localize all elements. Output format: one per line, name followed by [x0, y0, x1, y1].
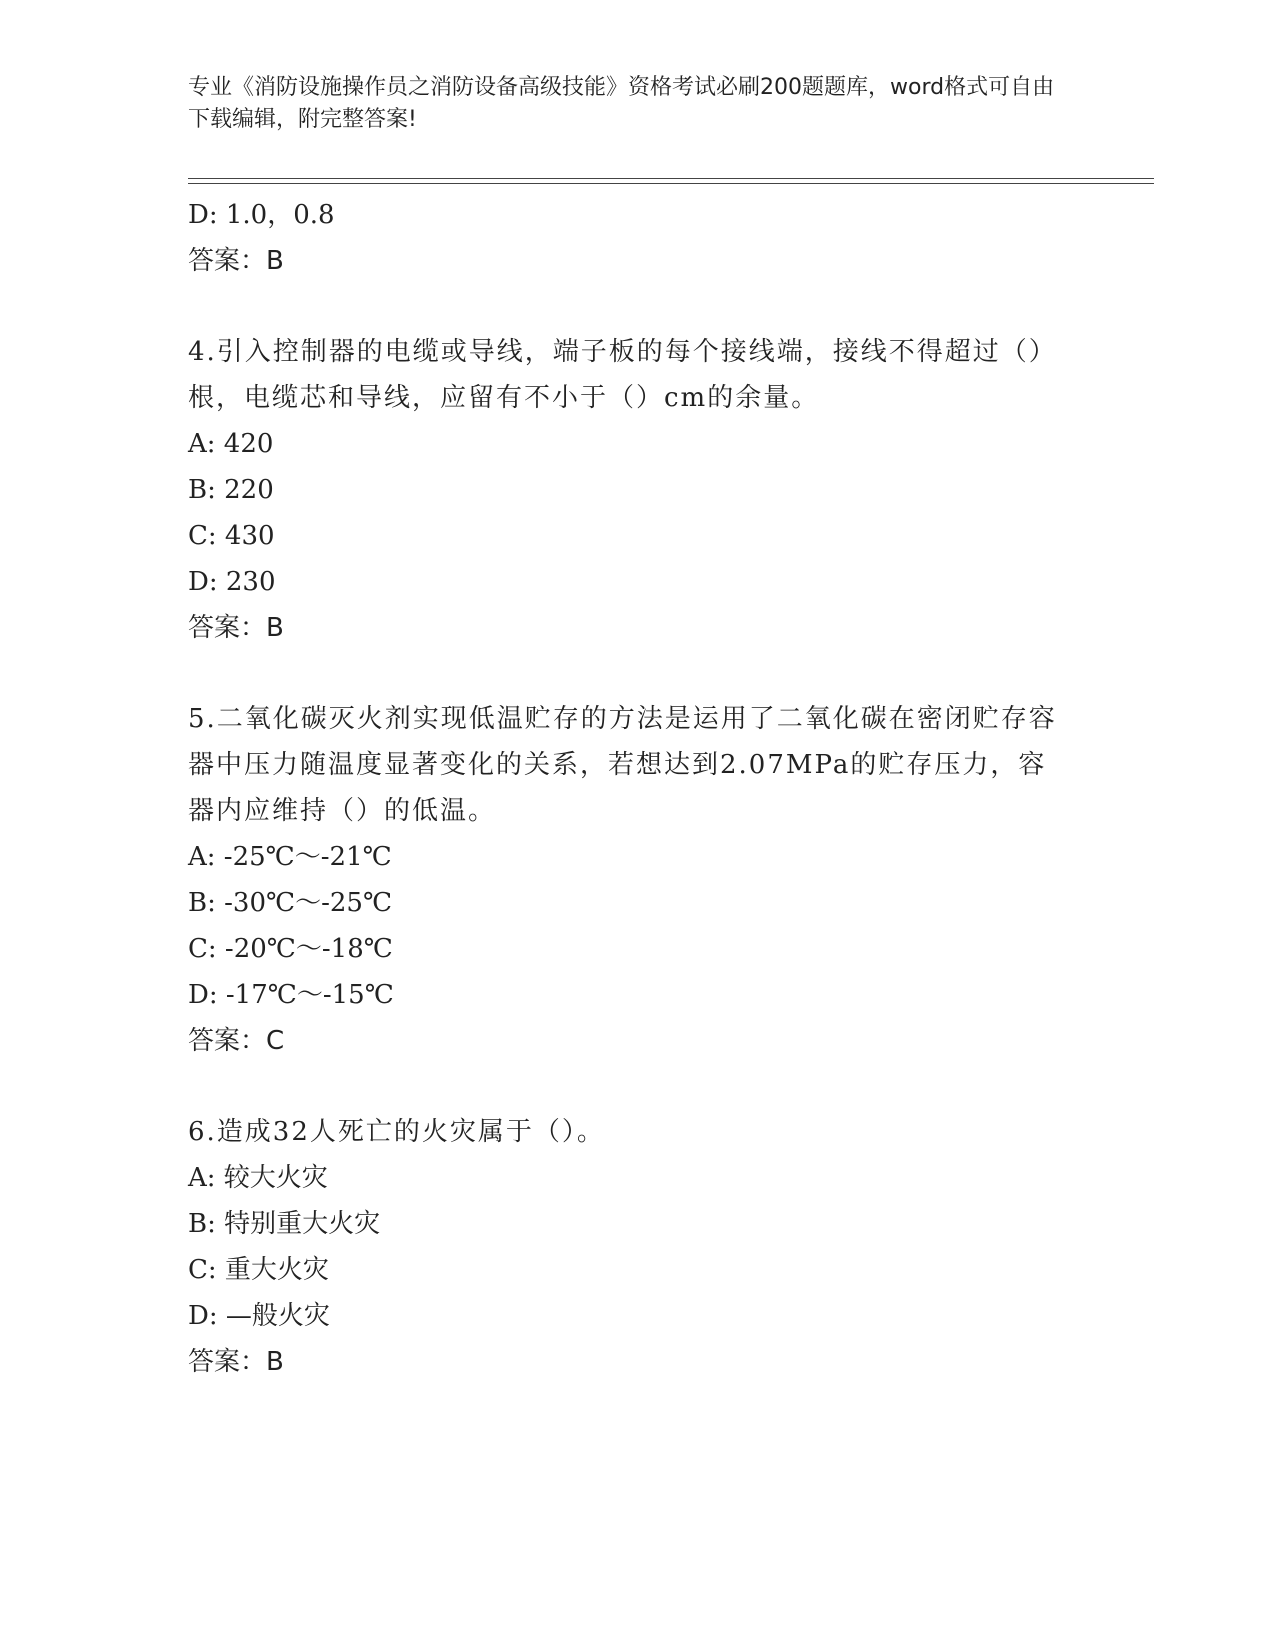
option-d: D: 230	[188, 567, 276, 597]
option-b: B: 220	[188, 475, 274, 505]
question-content	[188, 192, 1068, 1385]
prev-answer: 答案：B	[188, 246, 284, 276]
option-d: D: -17℃～-15℃	[188, 980, 394, 1010]
option-c: C: -20℃～-18℃	[188, 934, 393, 964]
question-text: 6.造成32人死亡的火灾属于（）。	[188, 1117, 605, 1147]
question-text: 5.二氧化碳灭火剂实现低温贮存的方法是运用了二氧化碳在密闭贮存容器中压力随温度显著变化的关系，若想达到2.07MPa的贮存压力，容器内应维持（）的低温。	[188, 704, 1057, 826]
option-b: B: 特别重大火灾	[188, 1209, 381, 1239]
option-c: C: 430	[188, 521, 275, 551]
option-a: A: 420	[188, 429, 274, 459]
prev-option-d: D: 1.0，0.8	[188, 200, 335, 230]
question-5	[188, 696, 1068, 1064]
option-a: A: 较大火灾	[188, 1163, 328, 1193]
page-header: 专业《消防设施操作员之消防设备高级技能》资格考试必刷200题题库，word格式可自由下载编辑，附完整答案!	[188, 75, 1055, 132]
header-rule-top	[188, 178, 1154, 179]
answer: 答案：B	[188, 1347, 284, 1377]
option-c: C: 重大火灾	[188, 1255, 329, 1285]
question-6	[188, 1109, 1068, 1385]
question-4	[188, 329, 1068, 651]
option-a: A: -25℃～-21℃	[188, 842, 392, 872]
option-d: D: —般火灾	[188, 1301, 330, 1331]
answer: 答案：C	[188, 1026, 285, 1056]
question-text: 4.引入控制器的电缆或导线，端子板的每个接线端，接线不得超过（）根，电缆芯和导线，应留有不小于（）cm的余量。	[188, 337, 1057, 413]
option-b: B: -30℃～-25℃	[188, 888, 393, 918]
header-rule-bottom	[188, 183, 1154, 184]
answer: 答案：B	[188, 613, 284, 643]
